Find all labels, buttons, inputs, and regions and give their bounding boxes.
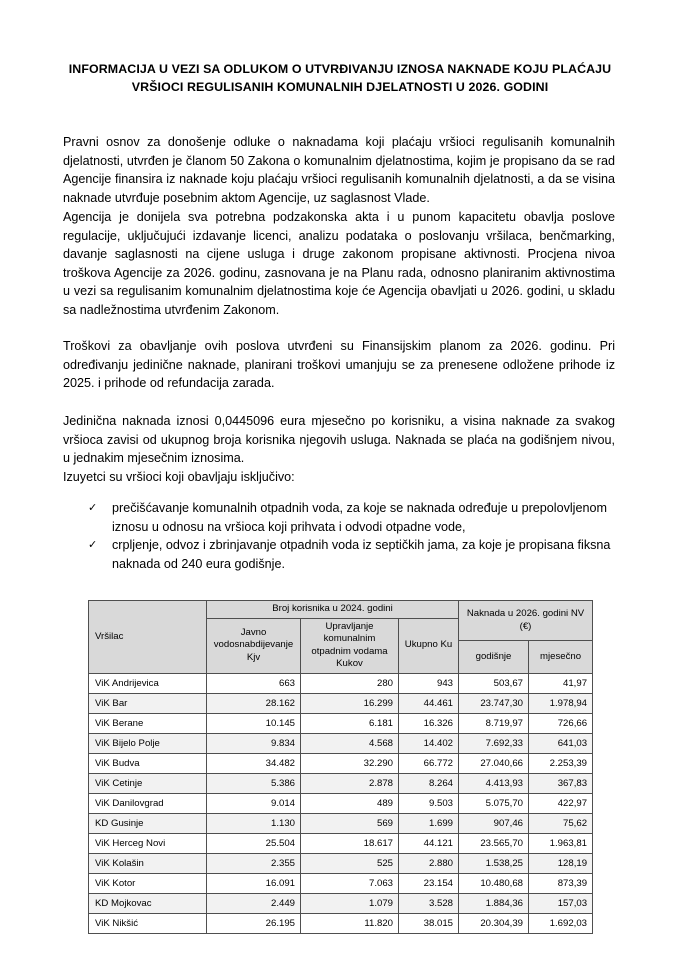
cell-ku: 14.402 [399,733,459,753]
table-row [89,893,593,913]
cell-kjv: 9.014 [207,793,301,813]
cell-ku: 943 [399,673,459,693]
cell-kjv: 16.091 [207,873,301,893]
paragraph-unit-fee [63,412,615,468]
cell-kukov: 6.181 [301,713,399,733]
paragraph-text: Izuyetci su vršioci koji obavljaju isključivo: [63,470,295,484]
paragraph-text: Troškovi za obavljanje ovih poslova utvrđeni su Finansijskim planom za 2026. godinu. Pri određivanju jedinične naknade, planirani troškovi umanjuju se za prenesene odložene prihode iz 2025. i prihode od refundacija zarada. [63,339,615,390]
cell-kukov: 1.079 [301,893,399,913]
paragraph-text: Agencija je donijela sva potrebna podzakonska akta i u punom kapacitetu obavlja poslove regulacije, uključujući izdavanje licenci, analizu podataka o poslovanju vršilaca, benčmarking, davanje saglasnosti na cijene usluga i druge zakonom propisane aktivnosti. Procjena nivoa troškova Agencije za 2026. godinu, zasnovana je na Planu rada, odnosno planiranim aktivnostima u vezi sa regulisanim komunalnim djelatnostima koje će Agencija obavljati u 2026. godini, u skladu sa nadležnostima utvrđenim Zakonom. [63,210,615,317]
cell-godisnje: 23.747,30 [459,693,529,713]
cell-kukov: 7.063 [301,873,399,893]
cell-godisnje: 10.480,68 [459,873,529,893]
cell-mjesecno: 641,03 [529,733,593,753]
list-item-label: prečišćavanje komunalnih otpadnih voda, za koje se naknada određuje u prepolovljenom iznosu u odnosu na vršioca koji prihvata i odvodi otpadne vode, [112,501,607,534]
cell-mjesecno: 726,66 [529,713,593,733]
table-row [89,713,593,733]
cell-ku: 2.880 [399,853,459,873]
list-item-label: crpljenje, odvoz i zbrinjavanje otpadnih voda iz septičkih jama, za koje je propisana fiksna naknada od 240 eura godišnje. [112,538,611,571]
cell-vrsilac: ViK Bar [89,693,207,713]
cell-godisnje: 20.304,39 [459,913,529,933]
cell-ku: 8.264 [399,773,459,793]
column-header-vrsilac: Vršilac [89,601,207,674]
paragraph-text: Pravni osnov za donošenje odluke o naknadama koji plaćaju vršioci regulisanih komunalnih djelatnosti, utvrđen je članom 50 Zakona o komunalnim djelatnostima, kojim je propisano da se rad Agencije finansira iz naknade koju plaćaju vršioci regulisanih komunalnih djelatnosti, a da se visina naknade utvrđuje posebnim aktom Agencije, uz saglasnost Vlade. [63,135,615,205]
cell-ku: 66.772 [399,753,459,773]
cell-kjv: 9.834 [207,733,301,753]
check-icon: ✓ [88,539,98,551]
cell-kjv: 1.130 [207,813,301,833]
table-header-row-1 [89,601,593,619]
cell-mjesecno: 1.978,94 [529,693,593,713]
cell-ku: 9.503 [399,793,459,813]
cell-godisnje: 503,67 [459,673,529,693]
cell-vrsilac: ViK Budva [89,753,207,773]
cell-mjesecno: 2.253,39 [529,753,593,773]
table-row [89,813,593,833]
check-icon: ✓ [88,502,98,514]
cell-kjv: 25.504 [207,833,301,853]
column-group-header-naknada: Naknada u 2026. godini NV (€) [459,601,593,641]
table-row [89,773,593,793]
cell-ku: 44.461 [399,693,459,713]
column-header-kjv: Javno vodosnabdijevanje Kjv [207,618,301,673]
cell-godisnje: 1.884,36 [459,893,529,913]
cell-mjesecno: 75,62 [529,813,593,833]
table-body [89,673,593,933]
cell-mjesecno: 873,39 [529,873,593,893]
cell-ku: 23.154 [399,873,459,893]
page-title: INFORMACIJA U VEZI SA ODLUKOM O UTVRĐIVANJU IZNOSA NAKNADE KOJU PLAĆAJU VRŠIOCI REGULISANIH KOMUNALNIH DJELATNOSTI U 2026. GODINI [68,62,612,94]
column-header-kukov: Upravljanje komunalnim otpadnim vodama Kukov [301,618,399,673]
cell-mjesecno: 367,83 [529,773,593,793]
cell-vrsilac: ViK Herceg Novi [89,833,207,853]
cell-mjesecno: 157,03 [529,893,593,913]
cell-godisnje: 4.413,93 [459,773,529,793]
list-item [88,499,618,536]
cell-vrsilac: KD Mojkovac [89,893,207,913]
cell-ku: 3.528 [399,893,459,913]
cell-kukov: 4.568 [301,733,399,753]
cell-ku: 44.121 [399,833,459,853]
column-header-godisnje: godišnje [459,641,529,673]
paragraph-agency-activities [63,208,615,319]
cell-mjesecno: 41,97 [529,673,593,693]
cell-kukov: 2.878 [301,773,399,793]
paragraph-text: Jedinična naknada iznosi 0,0445096 eura mjesečno po korisniku, a visina naknade za svakog vršioca zavisi od ukupnog broja korisnika njegovih usluga. Naknada se plaća na godišnjem nivou, u jednakim mjesečnim iznosima. [63,414,615,465]
table-row [89,733,593,753]
cell-godisnje: 1.538,25 [459,853,529,873]
cell-ku: 16.326 [399,713,459,733]
table-row [89,853,593,873]
cell-vrsilac: ViK Berane [89,713,207,733]
cell-mjesecno: 1.963,81 [529,833,593,853]
column-header-ku: Ukupno Ku [399,618,459,673]
exceptions-list [88,499,618,573]
fee-table [88,600,593,934]
cell-mjesecno: 1.692,03 [529,913,593,933]
cell-godisnje: 7.692,33 [459,733,529,753]
cell-kukov: 16.299 [301,693,399,713]
table-row [89,873,593,893]
table-row [89,793,593,813]
cell-kukov: 280 [301,673,399,693]
cell-kjv: 26.195 [207,913,301,933]
cell-kukov: 11.820 [301,913,399,933]
column-header-mjesecno: mjesečno [529,641,593,673]
cell-vrsilac: ViK Cetinje [89,773,207,793]
cell-kjv: 2.449 [207,893,301,913]
cell-vrsilac: ViK Danilovgrad [89,793,207,813]
cell-kjv: 663 [207,673,301,693]
table-row [89,753,593,773]
cell-mjesecno: 422,97 [529,793,593,813]
cell-godisnje: 907,46 [459,813,529,833]
paragraph-exceptions-intro [63,468,615,487]
cell-kukov: 525 [301,853,399,873]
column-group-header-broj-korisnika: Broj korisnika u 2024. godini [207,601,459,619]
cell-godisnje: 5.075,70 [459,793,529,813]
table-row [89,913,593,933]
cell-kjv: 10.145 [207,713,301,733]
list-item [88,536,618,573]
cell-godisnje: 8.719,97 [459,713,529,733]
cell-vrsilac: ViK Kolašin [89,853,207,873]
cell-vrsilac: ViK Kotor [89,873,207,893]
cell-kukov: 489 [301,793,399,813]
table-row [89,673,593,693]
cell-ku: 38.015 [399,913,459,933]
cell-vrsilac: ViK Bijelo Polje [89,733,207,753]
cell-vrsilac: ViK Andrijevica [89,673,207,693]
cell-kjv: 28.162 [207,693,301,713]
cell-godisnje: 23.565,70 [459,833,529,853]
cell-mjesecno: 128,19 [529,853,593,873]
cell-godisnje: 27.040,66 [459,753,529,773]
table-header [89,601,593,674]
cell-kjv: 2.355 [207,853,301,873]
paragraph-costs [63,337,615,393]
table-row [89,693,593,713]
cell-ku: 1.699 [399,813,459,833]
paragraph-legal-basis [63,133,615,207]
cell-kjv: 34.482 [207,753,301,773]
cell-vrsilac: ViK Nikšić [89,913,207,933]
table-row [89,833,593,853]
cell-vrsilac: KD Gusinje [89,813,207,833]
cell-kukov: 569 [301,813,399,833]
cell-kjv: 5.386 [207,773,301,793]
cell-kukov: 32.290 [301,753,399,773]
cell-kukov: 18.617 [301,833,399,853]
